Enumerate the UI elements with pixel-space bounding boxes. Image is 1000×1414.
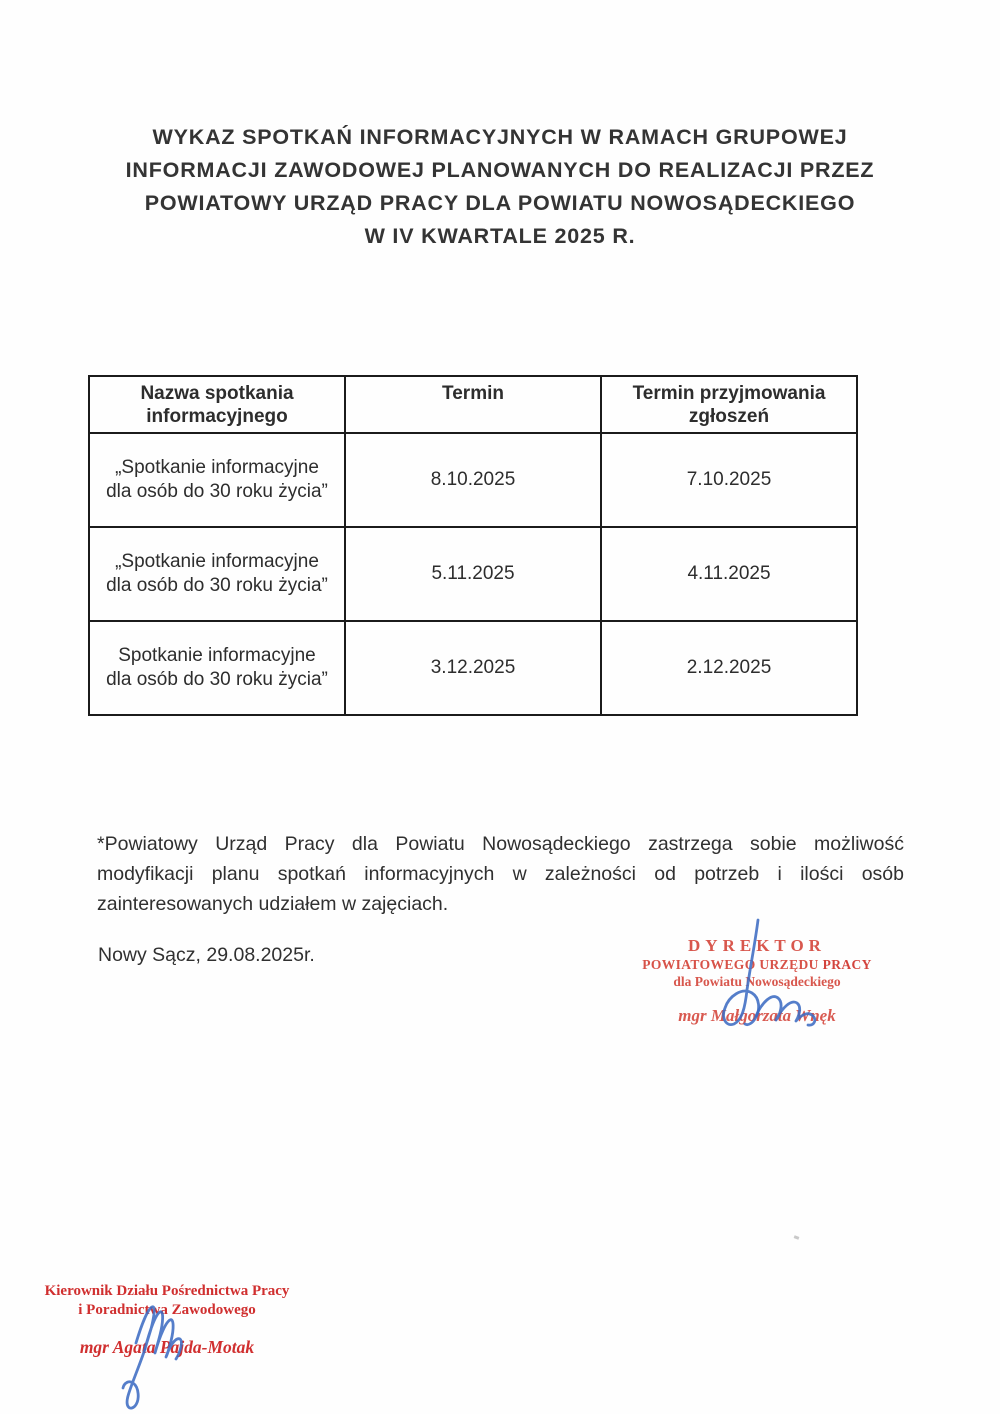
column-header-name: Nazwa spotkania informacyjnego <box>89 376 345 433</box>
meeting-name-cell <box>89 527 345 621</box>
document-title <box>0 121 1000 253</box>
scan-artifact <box>794 1235 800 1240</box>
meeting-name-cell <box>89 621 345 715</box>
table-row <box>89 621 857 715</box>
meeting-date-cell: 3.12.2025 <box>345 621 601 715</box>
column-header-termin-zgloszen: Termin przyjmowania zgłoszeń <box>601 376 857 433</box>
director-signature <box>692 916 832 1038</box>
head-of-department-signature <box>92 1299 212 1411</box>
table-row <box>89 527 857 621</box>
director-stamp-org-bold: PRACY <box>822 957 872 972</box>
head-stamp-line2: i Poradnictwa Zawodowego <box>78 1302 256 1318</box>
director-stamp-signee: mgr Małgorzata Wnęk <box>678 1006 836 1025</box>
meeting-name-line1: „Spotkanie informacyjne <box>115 551 319 572</box>
meeting-name-line2: dla osób do 30 roku życia” <box>106 669 328 690</box>
meeting-name-cell <box>89 433 345 527</box>
footnote-paragraph: *Powiatowy Urząd Pracy dla Powiatu Nowosądeckiego zastrzega sobie możliwość modyfikacji planu spotkań informacyjnych w zależności od potrzeb i ilości osób zainteresowanych udziałem w zajęciach. <box>97 833 904 915</box>
title-line-3: POWIATOWY URZĄD PRACY DLA POWIATU NOWOSĄDECKIEGO <box>144 191 856 215</box>
place-and-date: Nowy Sącz, 29.08.2025r. <box>98 944 315 966</box>
meeting-name-line1: Spotkanie informacyjne <box>118 645 316 666</box>
director-stamp-region: dla Powiatu Nowosądeckiego <box>673 974 841 989</box>
meeting-date-cell: 5.11.2025 <box>345 527 601 621</box>
registration-deadline-cell: 4.11.2025 <box>601 527 857 621</box>
meeting-name-line2: dla osób do 30 roku życia” <box>106 481 328 502</box>
title-line-1: WYKAZ SPOTKAŃ INFORMACYJNYCH W RAMACH GRUPOWEJ <box>152 125 848 149</box>
head-stamp-signee: mgr Agata Pajda-Motak <box>79 1337 255 1357</box>
title-line-2: INFORMACJI ZAWODOWEJ PLANOWANYCH DO REALIZACJI PRZEZ <box>125 158 875 182</box>
director-stamp-title: DYREKTOR <box>688 936 826 955</box>
meetings-table <box>88 375 858 716</box>
registration-deadline-cell: 2.12.2025 <box>601 621 857 715</box>
meeting-name-line1: „Spotkanie informacyjne <box>115 457 319 478</box>
table-row <box>89 433 857 527</box>
meeting-name-line2: dla osób do 30 roku życia” <box>106 575 328 596</box>
title-line-4: W IV KWARTALE 2025 R. <box>364 224 636 248</box>
table-header-row <box>89 376 857 433</box>
director-stamp-org-prefix: POWIATOWEGO URZĘDU <box>642 957 823 972</box>
column-header-termin: Termin <box>345 376 601 433</box>
head-stamp-line1: Kierownik Działu Pośrednictwa Pracy <box>44 1283 290 1299</box>
registration-deadline-cell: 7.10.2025 <box>601 433 857 527</box>
meeting-date-cell: 8.10.2025 <box>345 433 601 527</box>
